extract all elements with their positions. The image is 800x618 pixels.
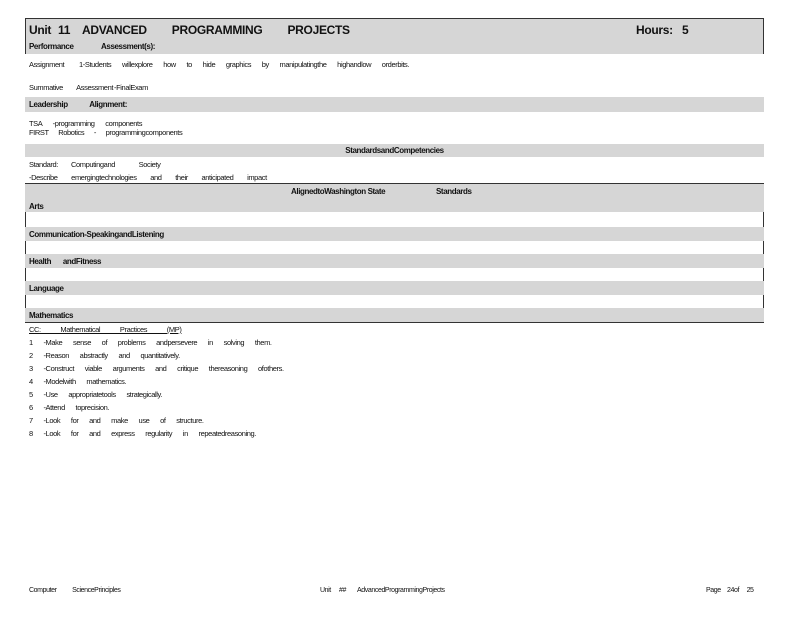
arts-heading: Arts: [29, 202, 44, 211]
footer-course: Computer SciencePrinciples: [29, 587, 121, 594]
assignment-label: Assignment: [29, 60, 65, 69]
math-practice-item: 8 -Look for and express regularity in repeatedreasoning.: [29, 429, 256, 438]
footer-page-label: Page: [706, 587, 721, 594]
communication-heading: Communication-SpeakingandListening: [29, 230, 164, 239]
standards-heading: StandardsandCompetencies: [345, 146, 444, 155]
math-practice-item: 4 -Modelwith mathematics.: [29, 377, 127, 386]
summative-text: -FinalExam: [114, 83, 148, 92]
summative-label: Summative Assessment: [29, 83, 114, 92]
math-practice-item: 3 -Construct viable arguments and critique thereasoning ofothers.: [29, 364, 284, 373]
aligned-heading-right: Standards: [436, 187, 472, 196]
aligned-band: [25, 184, 764, 212]
hours-value: 5: [682, 23, 689, 37]
unit-label: Unit: [29, 23, 52, 37]
math-practice-item: 6 -Attend toprecision.: [29, 403, 110, 412]
performance-heading: Performance Assessment(s):: [29, 42, 156, 51]
footer-unit-number: ##: [339, 587, 346, 594]
math-practice-item: 1 -Make sense of problems andpersevere in solving them.: [29, 338, 272, 347]
leadership-heading: Leadership Alignment:: [29, 100, 127, 109]
leadership-line-1: TSA -programming components: [29, 119, 143, 128]
assignment-text: 1-Students willexplore how to hide graphics by manipulatingthe highandlow orderbits.: [79, 60, 410, 69]
standard-text: Computingand Society: [71, 160, 161, 169]
health-heading: Health andFitness: [29, 257, 102, 266]
math-practices-heading: CC: Mathematical Practices (MP): [29, 325, 182, 334]
unit-title: ADVANCED PROGRAMMING PROJECTS: [82, 23, 350, 37]
leadership-band: [25, 97, 764, 112]
math-practice-item: 2 -Reason abstractly and quantitatively.: [29, 351, 180, 360]
mathematics-band: [25, 308, 764, 322]
standard-label: Standard:: [29, 160, 58, 169]
leadership-line-2: FIRST Robotics - programmingcomponents: [29, 128, 183, 137]
health-band: [25, 254, 764, 268]
footer-unit-title: AdvancedProgrammingProjects: [357, 587, 445, 594]
unit-number: 11: [58, 23, 71, 37]
math-practice-item: 5 -Use appropriatetools strategically.: [29, 390, 162, 399]
footer-unit-label: Unit: [320, 587, 331, 594]
mathematics-heading: Mathematics: [29, 311, 74, 320]
language-band: [25, 281, 764, 295]
describe-text: -Describe emergingtechnologies and their anticipated impact: [29, 173, 267, 182]
aligned-heading-left: AlignedtoWashington State: [291, 187, 386, 196]
footer-page-value: 24of 25: [727, 587, 754, 594]
hours-label: Hours:: [636, 23, 673, 37]
language-heading: Language: [29, 284, 64, 293]
math-practice-item: 7 -Look for and make use of structure.: [29, 416, 204, 425]
